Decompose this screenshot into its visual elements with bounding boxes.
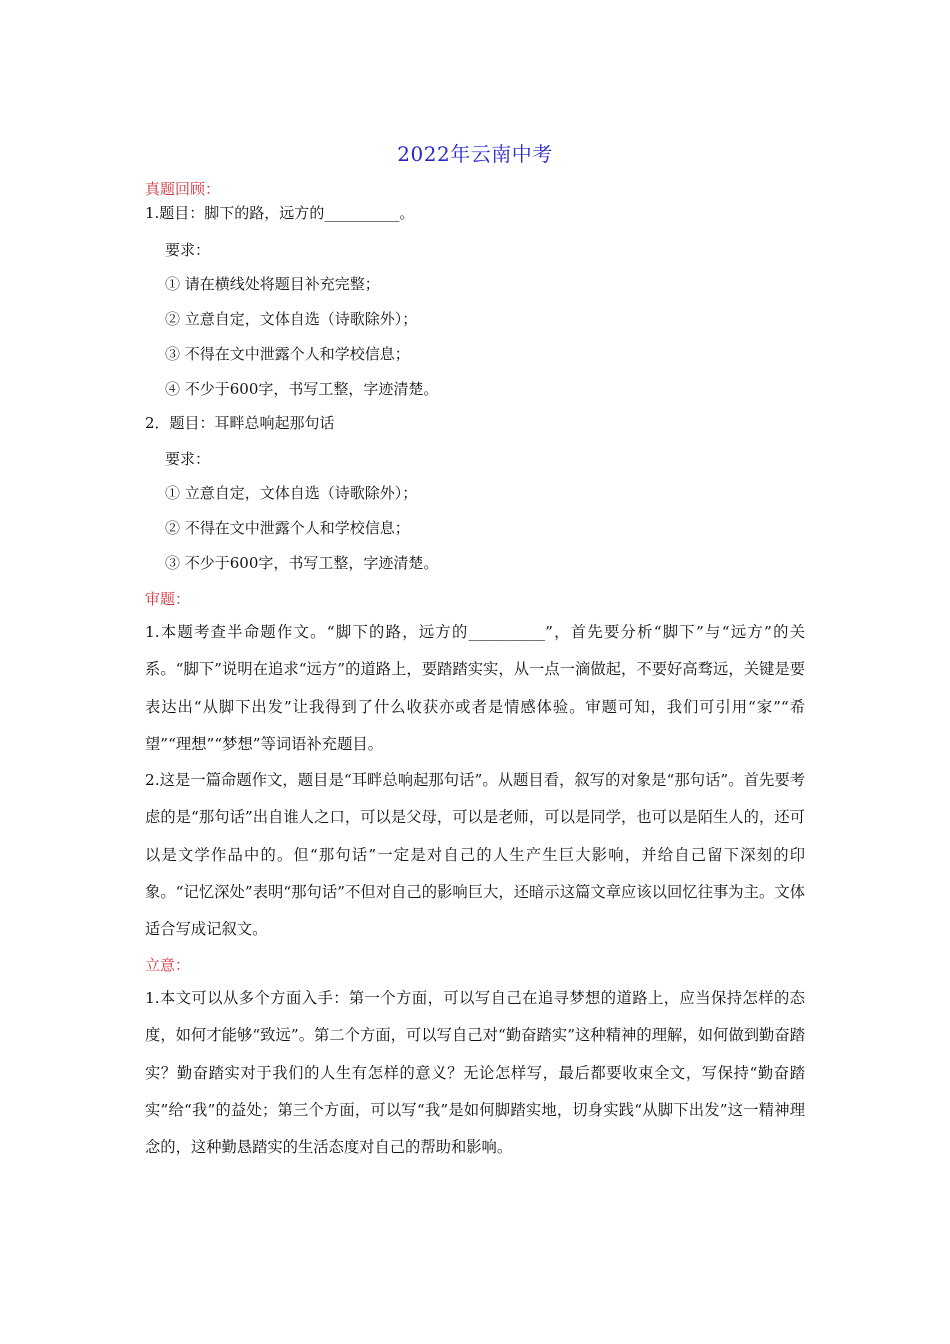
q2-requirements-label: 要求： (165, 450, 211, 468)
q1-requirements-label: 要求： (165, 241, 211, 259)
q2-requirement: ② 不得在文中泄露个人和学校信息； (165, 519, 410, 537)
q1-requirement: ③ 不得在文中泄露个人和学校信息； (165, 345, 410, 363)
q2-requirement: ① 立意自定，文体自选（诗歌除外）； (165, 484, 418, 502)
theme-paragraph-1: 1.本文可以从多个方面入手：第一个方面，可以写自己在追寻梦想的道路上，应当保持怎样的态度，如何才能够“致远”。第二个方面，可以写自己对“勤奋踏实”这种精神的理解，如何做到勤奋踏实？勤奋踏实对于我们的人生有怎样的意义？无论怎样写，最后都要收束全文，写保持“勤奋踏实”给“我”的益处；第三个方面，可以写“我”是如何脚踏实地，切身实践“从脚下出发”这一精神理念的，这种勤恳踏实的生活态度对自己的帮助和影响。 (145, 989, 805, 1157)
q1-requirement: ① 请在横线处将题目补充完整； (165, 275, 380, 293)
question-1: 1.题目：脚下的路，远方的__________。 (145, 204, 415, 222)
q1-requirement: ④ 不少于600字，书写工整，字迹清楚。 (165, 380, 439, 398)
analysis-paragraph-2: 2.这是一篇命题作文，题目是“耳畔总响起那句话”。从题目看，叙写的对象是“那句话”。首先要考虑的是“那句话”出自谁人之口，可以是父母，可以是老师，可以是同学，也可以是陌生人的，还可以是文学作品中的。但“那句话”一定是对自己的人生产生巨大影响，并给自己留下深刻的印象。“记忆深处”表明“那句话”不但对自己的影响巨大，还暗示这篇文章应该以回忆往事为主。文体适合写成记叙文。 (145, 771, 805, 939)
question-2: 2．题目：耳畔总响起那句话 (145, 414, 335, 432)
section-label-theme: 立意： (145, 956, 191, 974)
analysis-paragraph-1: 1.本题考查半命题作文。“脚下的路，远方的__________”，首先要分析“脚下”与“远方”的关系。“脚下”说明在追求“远方”的道路上，要踏踏实实，从一点一滴做起，不要好高骛远，关键是要表达出“从脚下出发”让我得到了什么收获亦或者是情感体验。审题可知，我们可引用“家”“希望”“理想”“梦想”等词语补充题目。 (145, 623, 805, 753)
document-title: 2022年云南中考 (397, 142, 553, 166)
section-label-review: 真题回顾： (145, 180, 221, 198)
section-label-analysis: 审题： (145, 590, 191, 608)
q2-requirement: ③ 不少于600字，书写工整，字迹清楚。 (165, 554, 439, 572)
q1-requirement: ② 立意自定，文体自选（诗歌除外）； (165, 310, 418, 328)
